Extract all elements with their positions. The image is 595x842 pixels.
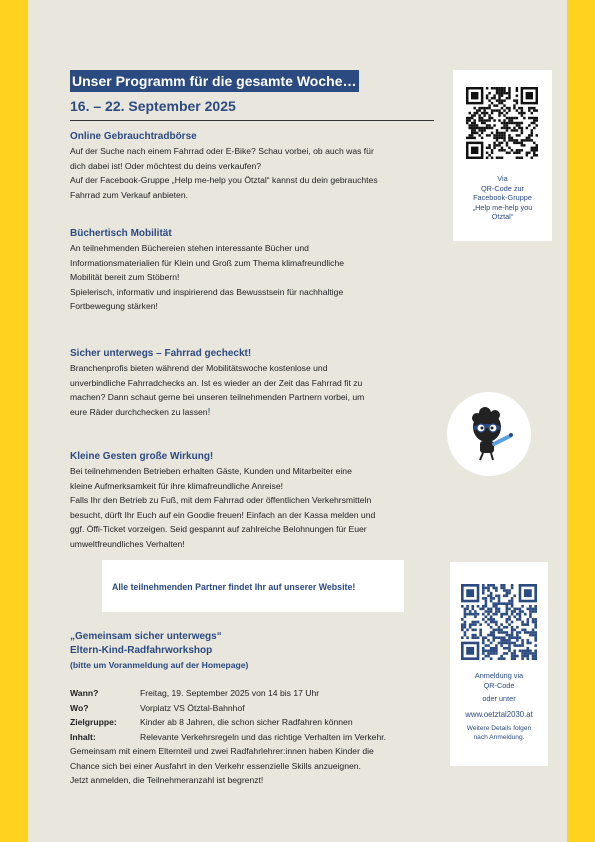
- section-line: besucht, dürft Ihr Euch auf ein Goodie freuen! Einfach an der Kassa melden und: [70, 509, 376, 520]
- info-key: Wo?: [70, 702, 89, 713]
- mascot-badge: [447, 392, 531, 476]
- main-column: [70, 70, 436, 785]
- section-title: Büchertisch Mobilität: [70, 228, 172, 239]
- workshop-line: Chance sich bei einer Ausfahrt in den Verkehr essenzielle Skills anzueignen.: [70, 760, 361, 771]
- info-value: Kinder ab 8 Jahren, die schon sicher Radfahren können: [140, 717, 353, 727]
- caption-line: oder unter: [482, 694, 516, 703]
- section-line: Bei teilnehmenden Betrieben erhalten Gäste, Kunden und Mitarbeiter eine: [70, 466, 352, 476]
- info-row-when: [70, 686, 434, 701]
- caption-line: Ötztal“: [491, 212, 514, 221]
- header-divider: [70, 120, 434, 121]
- section-line: Falls Ihr den Betrieb zu Fuß, mit dem Fahrrad oder öffentlichen Verkehrsmitteln: [70, 495, 372, 505]
- section-line: [70, 405, 434, 421]
- section-line: kleine Aufmerksamkeit für ihre klimafreundliche Anreise!: [70, 480, 284, 491]
- caption-line: Via: [497, 174, 508, 183]
- program-dates: 16. – 22. September 2025: [70, 98, 236, 114]
- caption-line: Anmeldung via: [474, 671, 524, 680]
- info-key: Wann?: [70, 688, 99, 698]
- caption-note: nach Anmeldung.: [473, 733, 525, 741]
- section-title: Sicher unterwegs – Fahrrad gecheckt!: [70, 348, 252, 359]
- workshop-line: Gemeinsam mit einem Elternteil und zwei Radfahrlehrer:innen haben Kinder die: [70, 746, 374, 756]
- section-line: ggf. Öffi-Ticket vorzeigen. Seid gespannt auf zahlreiche Belohnungen für Euer: [70, 524, 367, 534]
- workshop-subtitle: Eltern-Kind-Radfahrworkshop: [70, 645, 213, 656]
- section-line: dich dabei ist! Oder möchtest du deins verkaufen?: [70, 160, 262, 171]
- caption-line: Facebook-Gruppe: [473, 193, 532, 202]
- partner-callout-box: [102, 560, 404, 612]
- website-link[interactable]: www.oetztal2030.at: [465, 709, 533, 719]
- section-kleine-gesten: [70, 450, 434, 551]
- qr-facebook-caption: [453, 174, 552, 222]
- workshop-registration-note: (bitte um Voranmeldung auf der Homepage): [70, 660, 249, 670]
- qr-signup-box: [450, 562, 548, 766]
- section-buechertisch: [70, 227, 434, 314]
- info-row-audience: [70, 715, 434, 730]
- cyclist-mascot-icon: [447, 392, 531, 476]
- section-line: umweltfreundliches Verhalten!: [70, 538, 185, 549]
- section-workshop: [70, 630, 434, 788]
- section-line: unverbindliche Fahrradchecks an. Ist es wieder an der Zeit das Fahrrad fit zu: [70, 377, 363, 388]
- yellow-border-right: [567, 0, 595, 842]
- section-line: Mobilität bereit zum Stöbern!: [70, 272, 180, 282]
- caption-note: Weitere Details folgen: [466, 725, 532, 732]
- section-title: Kleine Gesten große Wirkung!: [70, 451, 214, 462]
- exclamation-mark: !: [207, 406, 211, 418]
- info-key: Zielgruppe:: [70, 717, 117, 727]
- section-line: Auf der Facebook-Gruppe „Help me-help you Ötztal“ kannst du dein gebrauchtes: [70, 175, 378, 185]
- section-gebrauchtradboerse: [70, 130, 434, 202]
- section-line: machen? Dann schaut gerne bei unseren teilnehmenden Partnern vorbei, um: [70, 392, 365, 402]
- qr-code-signup[interactable]: [461, 584, 537, 660]
- yellow-border-left: [0, 0, 28, 842]
- section-line: Branchenprofis bieten während der Mobilitätswoche kostenlose und: [70, 363, 328, 373]
- section-fahrradcheck: [70, 347, 434, 420]
- caption-line: QR-Code: [483, 680, 515, 690]
- section-title: Online Gebrauchtradbörse: [70, 131, 197, 142]
- info-row-where: [70, 701, 434, 716]
- program-banner: Unser Programm für die gesamte Woche…: [70, 70, 359, 92]
- section-line: An teilnehmenden Büchereien stehen interessante Bücher und: [70, 243, 309, 253]
- caption-line: QR-Code zur: [481, 183, 524, 193]
- section-line: Fahrrad zum Verkauf anbieten.: [70, 189, 188, 200]
- partner-callout-text: Alle teilnehmenden Partner findet Ihr auf unserer Website!: [112, 582, 356, 592]
- qr-code-facebook[interactable]: [466, 87, 538, 159]
- info-key: Inhalt:: [70, 731, 96, 742]
- section-line: Informationsmaterialien für Klein und Groß zum Thema klimafreundliche: [70, 257, 345, 268]
- info-value: Freitag, 19. September 2025 von 14 bis 17 Uhr: [140, 688, 320, 698]
- workshop-line: Jetzt anmelden, die Teilnehmeranzahl ist begrenzt!: [70, 775, 264, 785]
- section-line-text: eure Räder durchchecken zu lassen: [70, 406, 208, 417]
- info-value: Vorplatz VS Ötztal-Bahnhof: [140, 702, 245, 713]
- qr-facebook-box: [453, 70, 552, 241]
- workshop-title: „Gemeinsam sicher unterwegs“: [70, 631, 222, 642]
- section-line: Auf der Suche nach einem Fahrrad oder E-Bike? Schau vorbei, ob auch was für: [70, 146, 374, 156]
- section-line: Fortbewegung stärken!: [70, 301, 158, 311]
- info-row-content: [70, 730, 434, 745]
- caption-line: „Help me-help you: [472, 202, 533, 212]
- qr-signup-caption: [450, 671, 548, 742]
- section-line: Spielerisch, informativ und inspirierend das Bewusstsein für nachhaltige: [70, 286, 344, 297]
- info-value: Relevante Verkehrsregeln und das richtige Verhalten im Verkehr.: [140, 731, 387, 742]
